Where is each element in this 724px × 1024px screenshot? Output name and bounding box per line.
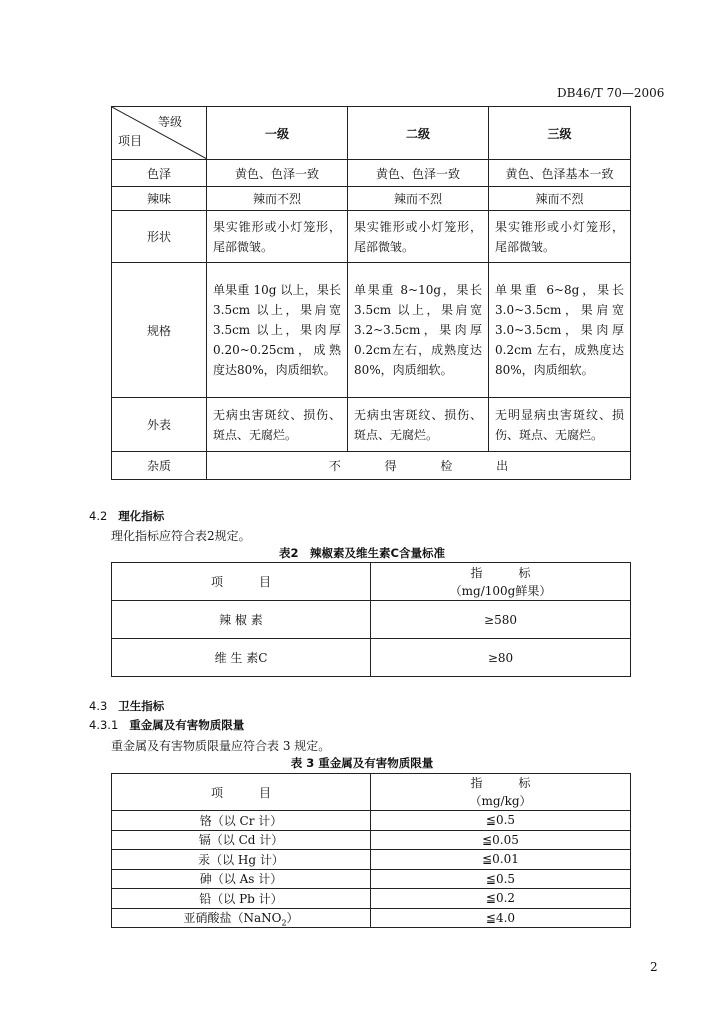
unit-label: （mg/100g鲜果） xyxy=(449,583,552,598)
impurity-char: 出 xyxy=(496,459,509,473)
column-header xyxy=(371,774,631,811)
table-cell: 黄色、色泽一致 xyxy=(348,160,489,187)
impurity-char: 检 xyxy=(440,459,453,473)
table-row-name: 镉（以 Cd 计） xyxy=(112,830,371,850)
index-label: 指 标 xyxy=(470,565,531,580)
table-cell: 单果重 8~10g，果长3.5cm 以上，果肩宽 3.2~3.5cm，果肉厚 0.2cm左右，成熟度达 80%，肉质细软。 xyxy=(348,263,489,398)
section-number: 4.3.1 xyxy=(89,718,119,732)
table3-caption: 表 3 重金属及有害物质限量 xyxy=(290,756,434,770)
table-row-name: 铅（以 Pb 计） xyxy=(112,889,371,909)
table-row-name xyxy=(112,908,371,928)
table-cell: 辣而不烈 xyxy=(348,187,489,211)
column-header: 项 目 xyxy=(112,774,371,811)
column-header: 一级 xyxy=(207,107,348,160)
corner-grade-label: 等级 xyxy=(157,115,182,129)
heavy-metal-table xyxy=(111,773,631,928)
table-cell: 黄色、色泽一致 xyxy=(207,160,348,187)
row-label: 杂质 xyxy=(112,452,207,480)
table-row-value: ≥80 xyxy=(371,639,631,677)
unit-label: （mg/kg） xyxy=(469,794,532,808)
section-number: 4.2 xyxy=(89,509,108,523)
row-label: 形状 xyxy=(112,211,207,263)
row-label: 外表 xyxy=(112,398,207,452)
section-text: 重金属及有害物质限量应符合表 3 规定。 xyxy=(111,739,331,753)
table-row-value: ≦0.5 xyxy=(371,869,631,889)
table-row-name: 砷（以 As 计） xyxy=(112,869,371,889)
table-cell: 果实锥形或小灯笼形，尾部微皱。 xyxy=(207,211,348,263)
section-title: 重金属及有害物质限量 xyxy=(129,718,245,732)
page-number: 2 xyxy=(650,960,658,974)
table-row-value: ≦4.0 xyxy=(371,908,631,928)
table-row-value: ≥580 xyxy=(371,601,631,639)
table-row-value: ≦0.2 xyxy=(371,889,631,909)
merged-cell xyxy=(207,452,631,480)
table-cell: 辣而不烈 xyxy=(207,187,348,211)
nitrite-subscript: 2 xyxy=(281,917,287,927)
table-row-value: ≦0.01 xyxy=(371,850,631,870)
impurity-char: 不 xyxy=(328,459,341,473)
section-heading-4-3 xyxy=(89,698,164,714)
section-heading-4-3-1 xyxy=(89,717,244,733)
doc-code: DB46/T 70—2006 xyxy=(557,86,665,100)
table-row-name: 维 生 素C xyxy=(112,639,371,677)
sensory-grade-table xyxy=(111,106,631,480)
column-header: 二级 xyxy=(348,107,489,160)
section-heading-4-2 xyxy=(89,508,164,524)
table-cell: 无病虫害斑纹、损伤、斑点、无腐烂。 xyxy=(207,398,348,452)
row-label: 色泽 xyxy=(112,160,207,187)
section-number: 4.3 xyxy=(89,699,108,713)
nitrite-name: 亚硝酸盐（NaNO xyxy=(183,910,282,925)
table-row-name: 铬（以 Cr 计） xyxy=(112,811,371,831)
column-header: 项 目 xyxy=(112,563,371,601)
column-header: 三级 xyxy=(489,107,631,160)
section-title: 理化指标 xyxy=(118,509,165,523)
row-label: 辣味 xyxy=(112,187,207,211)
table-cell: 辣而不烈 xyxy=(489,187,631,211)
table-cell: 单果重 10g 以上，果长3.5cm 以上，果肩宽3.5cm 以上，果肉厚0.20~0.25cm，成熟度达80%，肉质细软。 xyxy=(207,263,348,398)
nitrite-name-end: ） xyxy=(286,910,299,925)
table-row-value: ≦0.05 xyxy=(371,830,631,850)
column-header xyxy=(371,563,631,601)
table-cell: 果实锥形或小灯笼形，尾部微皱。 xyxy=(489,211,631,263)
capsaicin-vitamin-table xyxy=(111,562,631,677)
table-cell: 黄色、色泽基本一致 xyxy=(489,160,631,187)
table-row-value: ≦0.5 xyxy=(371,811,631,831)
section-title: 卫生指标 xyxy=(118,699,165,713)
impurity-char: 得 xyxy=(384,459,397,473)
table-cell: 无明显病虫害斑纹、损伤、斑点、无腐烂。 xyxy=(489,398,631,452)
corner-item-label: 项目 xyxy=(118,134,143,148)
table-cell: 单果重 6~8g，果长3.0~3.5cm，果肩宽3.0~3.5cm，果肉厚0.2cm 左右，成熟度达80%，肉质细软。 xyxy=(489,263,631,398)
table-cell: 果实锥形或小灯笼形，尾部微皱。 xyxy=(348,211,489,263)
table-row-name: 辣 椒 素 xyxy=(112,601,371,639)
table2-caption: 表2 辣椒素及维生素C含量标准 xyxy=(279,546,445,560)
index-label: 指 标 xyxy=(470,776,531,790)
table-cell: 无病虫害斑纹、损伤、斑点、无腐烂。 xyxy=(348,398,489,452)
table-row-name: 汞（以 Hg 计） xyxy=(112,850,371,870)
section-text: 理化指标应符合表2规定。 xyxy=(111,529,251,543)
row-label: 规格 xyxy=(112,263,207,398)
corner-header-cell xyxy=(112,107,207,160)
